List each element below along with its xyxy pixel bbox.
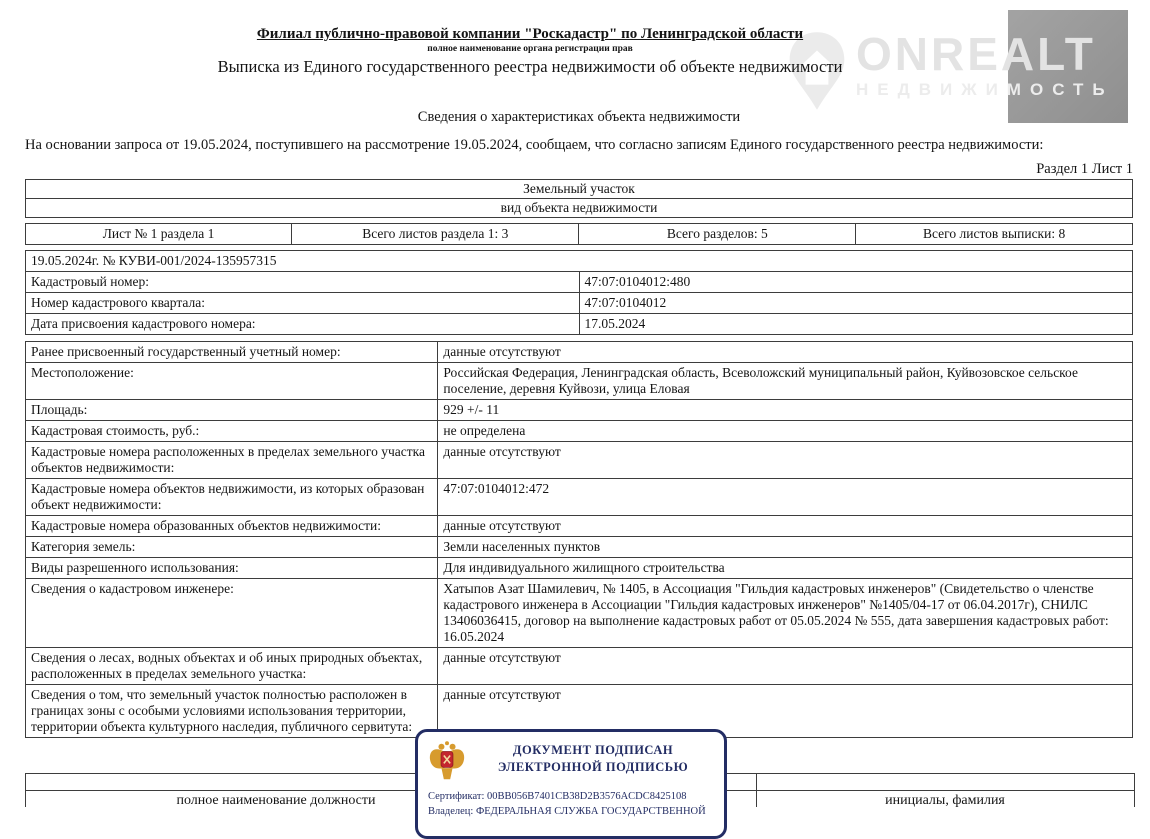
table-row (26, 363, 1133, 400)
row-value: 47:07:0104012 (579, 293, 1133, 314)
row-label: Виды разрешенного использования: (26, 558, 438, 579)
stamp-title-line1: ДОКУМЕНТ ПОДПИСАН (512, 743, 674, 757)
coat-of-arms-icon (428, 739, 472, 787)
row-value: 929 +/- 11 (438, 400, 1133, 421)
table-row (26, 579, 1133, 648)
row-value: данные отсутствуют (438, 442, 1133, 479)
electronic-signature-stamp (415, 729, 727, 839)
table-row (26, 442, 1133, 479)
row-value: не определена (438, 421, 1133, 442)
sheets-in-section: Всего листов раздела 1: 3 (292, 224, 579, 245)
row-label: Кадастровый номер: (26, 272, 580, 293)
row-value: данные отсутствуют (438, 648, 1133, 685)
sheet-info-table (25, 223, 1133, 245)
stamp-owner: Владелец: ФЕДЕРАЛЬНАЯ СЛУЖБА ГОСУДАРСТВЕННОЙ (428, 806, 706, 817)
table-row (26, 479, 1133, 516)
registration-table (25, 250, 1133, 335)
watermark-subtitle: НЕДВИЖИМОСТЬ (856, 80, 1114, 99)
watermark-brand: ONREALT (856, 28, 1096, 80)
table-row (26, 537, 1133, 558)
table-row (26, 516, 1133, 537)
row-label: Сведения о том, что земельный участок полностью расположен в границах зоны с особыми условиями использования территории, территории объекта культурного наследия, публичного сервитута: (26, 685, 438, 738)
row-value: Российская Федерация, Ленинградская область, Всеволожский муниципальный район, Куйвозовское сельское поселение, деревня Куйвози, улица Еловая (438, 363, 1133, 400)
stamp-certificate: Сертификат: 00BB056B7401CB38D2B3576ACDC8425108 (428, 791, 687, 802)
table-row (26, 421, 1133, 442)
table-row (26, 648, 1133, 685)
object-type-table (25, 179, 1133, 218)
document-title: Выписка из Единого государственного реестра недвижимости об объекте недвижимости (217, 57, 843, 76)
row-label: Сведения о кадастровом инженере: (26, 579, 438, 648)
row-label: Кадастровые номера объектов недвижимости, из которых образован объект недвижимости: (26, 479, 438, 516)
total-sections: Всего разделов: 5 (579, 224, 856, 245)
table-row (26, 342, 1133, 363)
row-value: Для индивидуального жилищного строительства (438, 558, 1133, 579)
row-label: Кадастровая стоимость, руб.: (26, 421, 438, 442)
row-value: 17.05.2024 (579, 314, 1133, 335)
row-value: данные отсутствуют (438, 516, 1133, 537)
row-value: Земли населенных пунктов (438, 537, 1133, 558)
row-label: Категория земель: (26, 537, 438, 558)
row-value: 47:07:0104012:472 (438, 479, 1133, 516)
total-sheets: Всего листов выписки: 8 (856, 224, 1133, 245)
row-label: Кадастровые номера образованных объектов недвижимости: (26, 516, 438, 537)
row-value: Хатыпов Азат Шамилевич, № 1405, в Ассоциация "Гильдия кадастровых инженеров" (Свидетельство о членстве кадастрового инженера в Ассоциации "Гильдия кадастровых инженеров" №1405/04-17 от 06.04.2017г), СНИЛС 13406036415, договор на выполнение кадастровых работ от 05.05.2024 № 555, дата завершения кадастровых работ: 16.05.2024 (438, 579, 1133, 648)
section-title: Сведения о характеристиках объекта недвижимости (417, 109, 741, 125)
initials-surname-label: инициалы, фамилия (885, 793, 1005, 808)
row-label: Площадь: (26, 400, 438, 421)
stamp-header (428, 739, 714, 787)
sheet-number: Лист № 1 раздела 1 (26, 224, 292, 245)
row-label: Дата присвоения кадастрового номера: (26, 314, 580, 335)
registration-org-caption: полное наименование органа регистрации прав (427, 44, 633, 54)
row-value: данные отсутствуют (438, 342, 1133, 363)
document-body (25, 179, 1133, 738)
object-type-value: Земельный участок (26, 180, 1133, 199)
registration-org-name: Филиал публично-правовой компании "Роскадастр" по Ленинградской области (256, 26, 804, 42)
stamp-title (472, 739, 714, 776)
table-row (26, 314, 1133, 335)
row-label: Номер кадастрового квартала: (26, 293, 580, 314)
row-value: данные отсутствуют (438, 685, 1133, 738)
row-label: Ранее присвоенный государственный учетный номер: (26, 342, 438, 363)
stamp-title-line2: ЭЛЕКТРОННОЙ ПОДПИСЬЮ (497, 760, 689, 774)
table-row (26, 272, 1133, 293)
table-row (26, 558, 1133, 579)
row-label: Кадастровые номера расположенных в пределах земельного участка объектов недвижимости: (26, 442, 438, 479)
request-line: На основании запроса от 19.05.2024, поступившего на рассмотрение 19.05.2024, сообщаем, что согласно записям Единого государственного реестра недвижимости: (25, 137, 1044, 153)
object-type-caption: вид объекта недвижимости (26, 199, 1133, 218)
row-label: Сведения о лесах, водных объектах и об иных природных объектах, расположенных в пределах земельного участка: (26, 648, 438, 685)
row-value: 47:07:0104012:480 (579, 272, 1133, 293)
section-page-indicator: Раздел 1 Лист 1 (1036, 161, 1133, 177)
row-label: Местоположение: (26, 363, 438, 400)
table-row (26, 293, 1133, 314)
details-table (25, 341, 1133, 738)
document-header (25, 26, 1035, 77)
table-row (26, 400, 1133, 421)
request-number: 19.05.2024г. № КУВИ-001/2024-135957315 (26, 251, 1133, 272)
position-title-label: полное наименование должности (176, 793, 376, 808)
